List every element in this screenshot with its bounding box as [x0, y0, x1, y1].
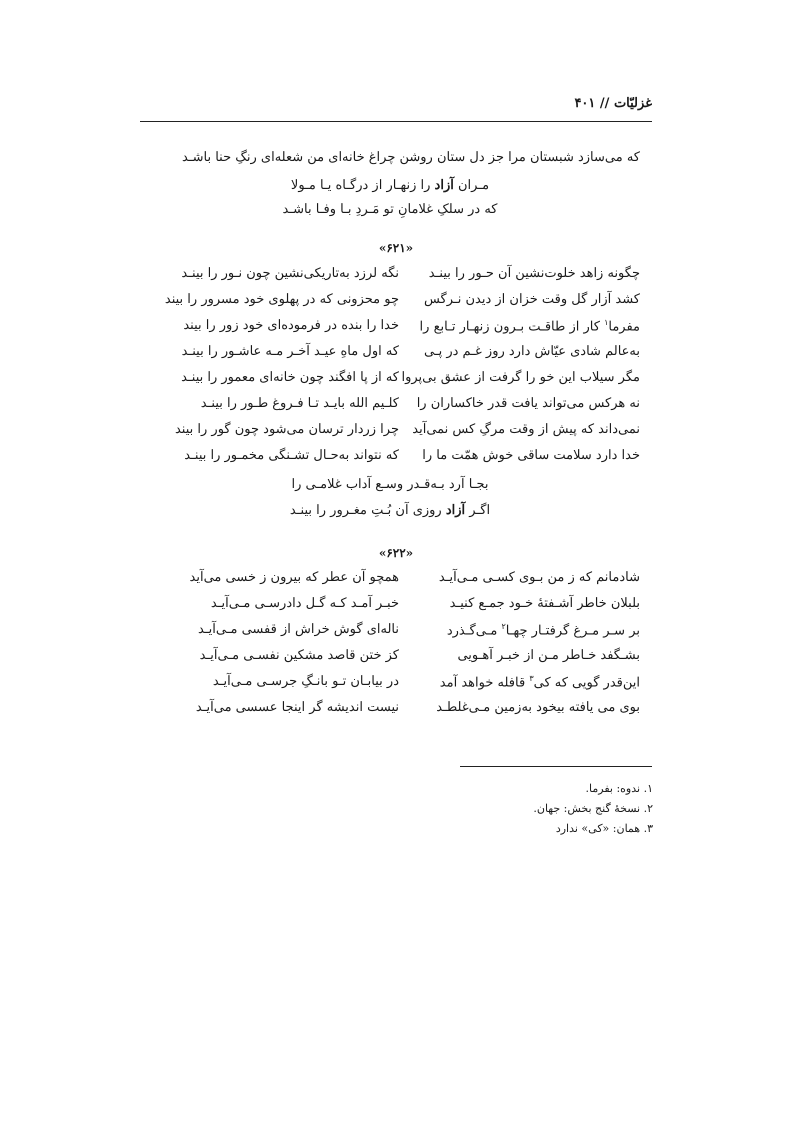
footnote: ۱. ندوه: بفرما. — [585, 782, 653, 795]
left-hemistich: کز ختن قاصد مشکین نفسـی مـی‌آیـد — [199, 648, 399, 663]
verse-row — [140, 700, 640, 722]
right-hemistich: نه هرکس می‌تواند یافت قدر خاکساران را — [416, 396, 640, 411]
footnote-rule — [460, 766, 652, 767]
poem-number: «۶۲۲» — [378, 546, 414, 560]
verse-row — [140, 596, 640, 618]
hemistich-text: مفرما — [608, 319, 640, 335]
footnote-ref: ۱ — [604, 318, 609, 327]
right-hemistich: کشد آزار گل وقت خزان از دیدن نـرگس — [423, 292, 640, 307]
footnote-ref: ۳ — [529, 674, 534, 683]
footnote-ref: ۲ — [501, 622, 506, 631]
hemistich-text: را زنهـار از درگـاه یـا مـولا — [290, 178, 435, 193]
left-hemistich: که نتواند به‌حـال تشـنگی مخمـور را بینـد — [184, 448, 399, 463]
verse-row — [140, 448, 640, 470]
poem-number: «۶۲۱» — [378, 241, 414, 255]
verse-row — [140, 422, 640, 444]
left-hemistich: خبـر آمـد کـه گـل دادرسـی مـی‌آیـد — [210, 596, 399, 611]
poet-name: آزاد — [445, 503, 466, 518]
hemistich-text: اگـر — [465, 503, 491, 518]
verse-row — [140, 150, 640, 172]
right-hemistich: نمی‌داند که پیش از وقت مرگِ کس نمی‌آید — [412, 422, 640, 437]
left-hemistich: که اول ماهِ عیـد آخـر مـه عاشـور را بینـد — [181, 344, 399, 359]
closing-hemistich: بجـا آرد بـه‌قـدر وسـع آداب غلامـی را — [291, 477, 489, 492]
closing-hemistich: که در سلکِ غلامانِ تو مَـردِ بـا وفـا باشـد — [282, 202, 498, 217]
left-hemistich: چو محزونی که در پهلوی خود مسرور را بیند — [164, 292, 399, 307]
right-hemistich: شادمانم که ز من بـوی کسـی مـی‌آیـد — [438, 570, 640, 585]
verse-row — [140, 396, 640, 418]
poet-name: آزاد — [434, 178, 454, 193]
verse-row — [140, 266, 640, 288]
hemistich-text: کار از طاقـت بـرون زنهـار تـابع را — [419, 319, 605, 335]
hemistich-text: روزی آن بُـتِ مغـرور را بینـد — [289, 503, 446, 518]
left-hemistich: چرا زردار ترسان می‌شود چون گور را بیند — [174, 422, 399, 437]
right-hemistich — [402, 622, 640, 638]
verse-row — [140, 622, 640, 644]
verse-row — [140, 318, 640, 340]
closing-hemistich — [140, 178, 640, 193]
hemistich-text: مـران — [453, 178, 490, 193]
right-hemistich: بوی می یافته بیخود به‌زمین مـی‌غلطـد — [436, 700, 640, 715]
hemistich-text: این‌قدر گویی که کی — [533, 675, 640, 691]
left-hemistich: در بیابـان تـو بانـگِ جرسـی مـی‌آیـد — [212, 674, 399, 689]
right-hemistich: بلبلان خاطر آشـفتهٔ خـود جمـع کنیـد — [449, 596, 640, 611]
footnote: ۲. نسخهٔ گنج بخش: جهان. — [533, 802, 653, 815]
left-hemistich: که از پا افگند چون خانه‌ای معمور را بینـد — [181, 370, 399, 385]
right-hemistich: خدا دارد سلامت ساقی خوش همّت ما را — [422, 448, 640, 463]
left-hemistich: همچو آن عطر که بیرون ز خسی می‌آید — [189, 570, 399, 585]
verse-row — [140, 570, 640, 592]
verse-row — [140, 292, 640, 314]
hemistich-text: مـی‌گـذرد — [446, 623, 502, 639]
verse-row — [140, 370, 640, 392]
right-hemistich — [402, 674, 640, 690]
left-hemistich: ناله‌ای گوش خراش از قفسی مـی‌آیـد — [197, 622, 399, 637]
left-hemistich: کلـیم الله بایـد تـا فـروغ طـور را بینـد — [200, 396, 399, 411]
verse-row — [140, 344, 640, 366]
hemistich-text: بر سـر مـرغ گرفتـار چهـا — [505, 623, 640, 639]
verse-line: که می‌سازد شبستان مرا جز دل ستان روشن چراغ خانه‌ای من شعله‌ای رنگِ حنا باشـد — [181, 150, 640, 165]
right-hemistich — [402, 318, 640, 334]
hemistich-text: قافله خواهد آمد — [439, 675, 530, 691]
footnote: ۳. همان: «کی» ندارد — [555, 822, 653, 835]
left-hemistich: نیست اندیشه گر اینجا عسسی می‌آیـد — [195, 700, 399, 715]
left-hemistich: نگه لرزد به‌تاریکی‌نشین چون نـور را بینـد — [181, 266, 399, 281]
right-hemistich: بشـگفد خـاطر مـن از خبـر آهـویی — [457, 648, 640, 663]
verse-row — [140, 648, 640, 670]
right-hemistich: به‌عالم شادی عیّاش دارد روز غـم در پـی — [423, 344, 640, 359]
right-hemistich: چگونه زاهد خلوت‌نشین آن حـور را بینـد — [428, 266, 640, 281]
closing-hemistich — [140, 503, 640, 518]
header-rule — [140, 121, 652, 122]
right-hemistich: مگر سیلاب این خو را گرفت از عشق بی‌پروا — [401, 370, 640, 385]
running-header: غزلیّات // ۴۰۱ — [574, 96, 652, 111]
verse-row — [140, 674, 640, 696]
left-hemistich: خدا را بنده در فرموده‌ای خود زور را بیند — [183, 318, 399, 333]
